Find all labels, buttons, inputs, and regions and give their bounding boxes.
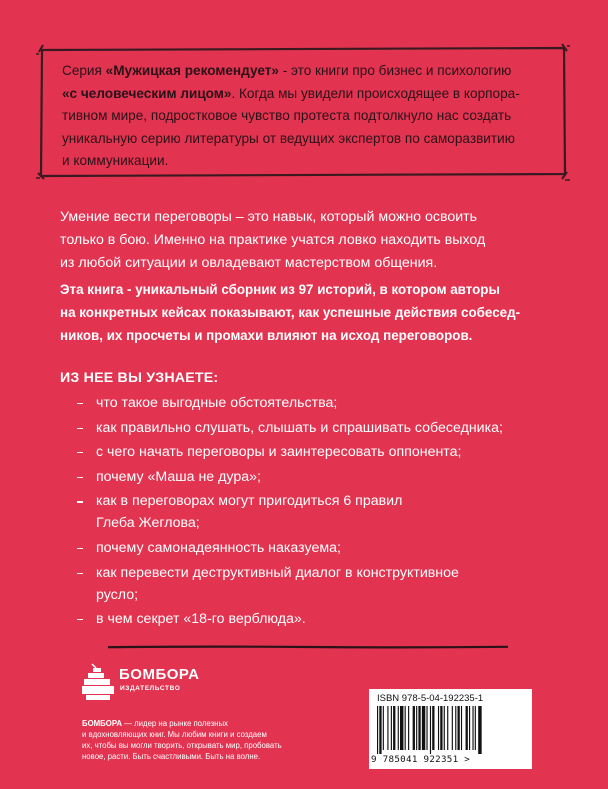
learning-list (60, 392, 560, 633)
series-line-4: уникальную серию литературы от ведущих экспертов по саморазвитию (62, 130, 515, 146)
list-item: в чем секрет «18-го верблюда». (60, 608, 560, 630)
brush-divider (108, 645, 508, 649)
list-heading: ИЗ НЕЕ ВЫ УЗНАЕТЕ: (60, 370, 219, 386)
list-item: как в переговорах могут пригодиться 6 правил Глеба Жеглова; (60, 490, 560, 534)
list-item: как перевести деструктивный диалог в конструктивное русло; (60, 562, 560, 606)
publisher-blurb: БОМБОРА — лидер на рынке полезных и вдохновляющих книг. Мы любим книги и создаем их, чтобы вы могли творить, открывать мир, пробовать новое, расти. Быть счастливыми. Быть на волне. (82, 719, 282, 761)
list-item: почему «Маша не дура»; (60, 466, 560, 488)
series-frame (36, 42, 570, 182)
series-name: «Мужицкая рекомендует» (105, 63, 279, 78)
series-line-3: тивном мире, подростковое чувство протеста подтолкнуло нас создать (62, 108, 512, 123)
series-line-2: «с человеческим лицом». Когда мы увидели происходящее в корпора- (62, 85, 520, 101)
list-item: что такое выгодные обстоятельства; (60, 392, 560, 414)
logo-name: БОМБОРА (119, 666, 200, 683)
series-description (62, 60, 552, 173)
series-line-5: и коммуникации. (62, 153, 169, 168)
list-item: с чего начать переговоры и заинтересовать оппонента; (60, 441, 560, 463)
list-item: как правильно слушать, слышать и спрашивать собеседника; (60, 417, 560, 439)
barcode-icon (377, 706, 524, 754)
list-item: почему самонадеянность наказуема; (60, 537, 560, 559)
intro-paragraph: Умение вести переговоры – это навык, который можно освоить только в бою. Именно на практике учатся ловко находить выход из любой ситуации и овладевают мастерством общения. (60, 209, 486, 271)
series-tagline: «с человеческим лицом» (62, 85, 232, 101)
logo-subtitle: ИЗДАТЕЛЬСТВО (120, 685, 181, 692)
bomb-icon (82, 662, 114, 702)
series-line-1: Серия «Мужицкая рекомендует» - это книги про бизнес и психологию (62, 63, 512, 78)
book-summary: Эта книга - уникальный сборник из 97 историй, в котором авторы на конкретных кейсах показывают, как успешные действия собесед- ников, их просчеты и промахи влияют на исход переговоров. (60, 282, 521, 343)
isbn-label: ISBN 978-5-04-192235-1 (377, 693, 484, 704)
isbn-digits: 9 785041 922351 > (371, 754, 471, 765)
isbn-barcode (369, 689, 532, 769)
publisher-brand: БОМБОРА (82, 719, 122, 728)
publisher-logo (82, 662, 242, 706)
